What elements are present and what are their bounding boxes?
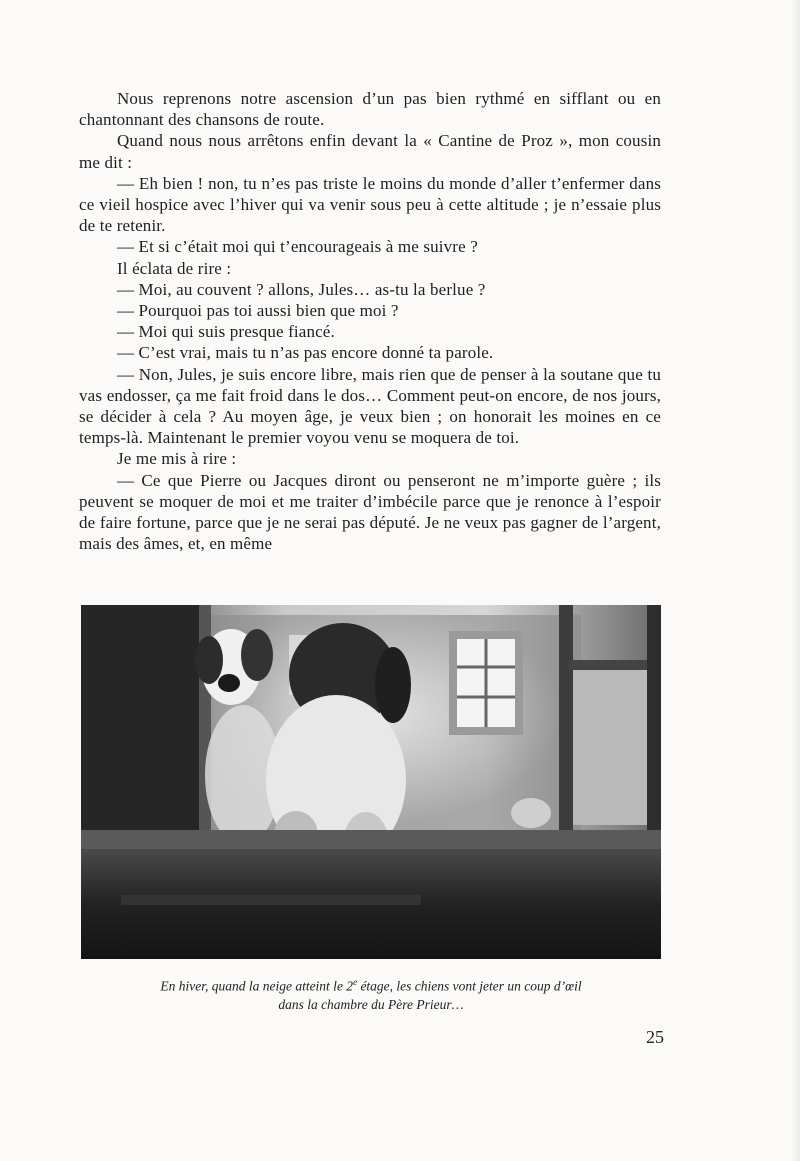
page-number: 25	[646, 1027, 664, 1047]
paragraph: Je me mis à rire :	[117, 449, 237, 469]
paragraph: — Moi, au couvent ? allons, Jules… as-tu la berlue ?	[117, 279, 486, 299]
superscript: e	[353, 977, 358, 987]
caption-line-1: En hiver, quand la neige atteint le 2e étage, les chiens vont jeter un coup d’œil	[160, 977, 582, 994]
paragraph: — Pourquoi pas toi aussi bien que moi ?	[117, 301, 399, 321]
paragraph: Il éclata de rire :	[117, 258, 232, 278]
paragraph: — Et si c’était moi qui t’encourageais à me suivre ?	[117, 237, 478, 257]
paragraph: Nous reprenons notre ascension d’un pas bien rythmé en sifflant ou en chantonnant des chansons de route.	[79, 89, 661, 130]
page-edge-shadow	[790, 0, 800, 1161]
photo-caption	[80, 973, 662, 1014]
body-text	[79, 88, 661, 554]
dogs-window-photo	[81, 605, 661, 959]
paragraph: — Eh bien ! non, tu n’es pas triste le moins du monde d’aller t’enfermer dans ce vieil hospice avec l’hiver qui va venir sous peu à cette altitude ; je n’essaie plus de te retenir.	[79, 173, 661, 236]
paragraph: Quand nous nous arrêtons enfin devant la « Cantine de Proz », mon cousin me dit :	[79, 131, 661, 172]
caption-line-2: dans la chambre du Père Prieur…	[278, 996, 464, 1012]
paragraph: — C’est vrai, mais tu n’as pas encore donné ta parole.	[117, 343, 494, 363]
paragraph: — Non, Jules, je suis encore libre, mais rien que de penser à la soutane que tu vas endosser, ça me fait froid dans le dos… Comment peut-on encore, de nos jours, se décider à cela ? Au moyen âge, je veux bien ; on honorait les moines en ce temps-là. Maintenant le premier voyou venu se moquera de toi.	[79, 364, 661, 448]
photo-illustration	[81, 605, 661, 959]
paragraph: — Moi qui suis presque fiancé.	[117, 322, 335, 342]
paragraph: — Ce que Pierre ou Jacques diront ou penseront ne m’importe guère ; ils peuvent se moquer de moi et me traiter d’imbécile parce que je renonce à l’espoir de faire fortune, parce que je ne serai pas député. Je ne veux pas gagner de l’argent, mais des âmes, et, en même	[79, 470, 661, 554]
